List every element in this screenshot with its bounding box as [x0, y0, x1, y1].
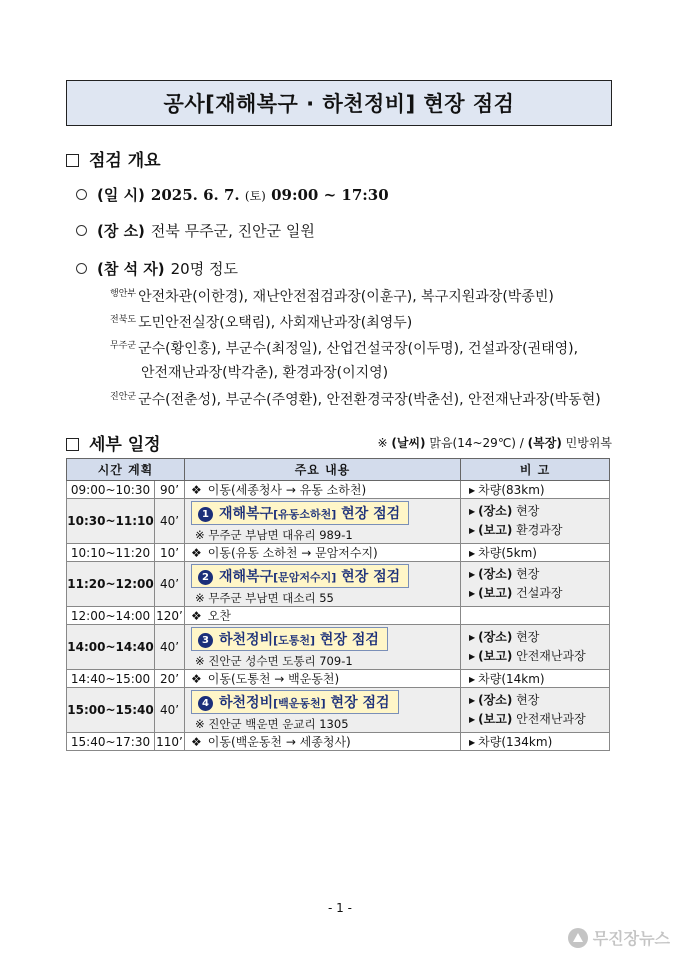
schedule-table: [66, 458, 610, 751]
circle-bullet-icon: [76, 263, 87, 274]
triangle-bullet-icon: ▶: [469, 486, 476, 495]
triangle-bullet-icon: ▶: [469, 675, 476, 684]
participant-jinan: $^{진안군}$ 군수(전춘성), 부군수(주영환), 안전환경국장(박춘선), 안전재난과장(박동현): [110, 392, 601, 408]
page-number: - 1 -: [328, 901, 352, 915]
diamond-bullet-icon: ❖: [191, 735, 202, 749]
table-row: 15:40~17:30 110’ ❖ 이동(백운동천 → 세종청사) ▶ 차량(134km): [67, 733, 610, 751]
triangle-bullet-icon: ▶: [469, 715, 476, 724]
checkbox-square-icon: [66, 438, 79, 451]
triangle-bullet-icon: ▶: [469, 738, 476, 747]
triangle-bullet-icon: ▶: [469, 633, 476, 642]
circle-bullet-icon: [76, 189, 87, 200]
table-row: 14:00~14:40 40’ 3 하천정비[도통천] 현장 점검 ※ 진안군 성수면 도통리 709-1 ▶ (장소) 현장 ▶ (보고) 안전재난과장: [67, 625, 610, 670]
table-row: 10:30~11:10 40’ 1 재해복구[유동소하천] 현장 점검 ※ 무주군 부남면 대유리 989-1 ▶ (장소) 현장 ▶ (보고) 환경과장: [67, 499, 610, 544]
triangle-bullet-icon: ▶: [469, 589, 476, 598]
site-inspection-badge: 2 재해복구[문암저수지] 현장 점검: [191, 564, 409, 588]
participant-muju-cont: 안전재난과장(박각춘), 환경과장(이지영): [141, 365, 389, 381]
participant-moleg: $^{행안부}$ 안전차관(이한경), 재난안전점검과장(이훈구), 복구지원과장(박종빈): [110, 289, 554, 305]
triangle-bullet-icon: ▶: [469, 570, 476, 579]
attendee-row: (참 석 자) 20명 정도: [76, 258, 238, 279]
checkbox-square-icon: [66, 154, 79, 167]
table-row: 12:00~14:00 120’ ❖ 오찬: [67, 607, 610, 625]
site-inspection-badge: 3 하천정비[도통천] 현장 점검: [191, 627, 388, 651]
header-note: 비 고: [461, 459, 610, 481]
place-row: (장 소) 전북 무주군, 진안군 일원: [76, 220, 315, 241]
page-title: 공사[재해복구 · 하천정비] 현장 점검: [66, 80, 612, 126]
triangle-bullet-icon: ▶: [469, 652, 476, 661]
news-logo-icon: [568, 928, 588, 948]
table-row: 10:10~11:20 10’ ❖ 이동(유동 소하천 → 문암저수지) ▶ 차량(5km): [67, 544, 610, 562]
circle-bullet-icon: [76, 225, 87, 236]
diamond-bullet-icon: ❖: [191, 609, 202, 623]
triangle-bullet-icon: ▶: [469, 507, 476, 516]
triangle-bullet-icon: ▶: [469, 526, 476, 535]
header-time: 시간 계획: [67, 459, 185, 481]
schedule-heading: 세부 일정: [66, 430, 161, 455]
weather-note: ※ (날씨) 맑음(14~29℃) / (복장) 민방위복: [377, 436, 612, 450]
site-inspection-badge: 4 하천정비[백운동천] 현장 점검: [191, 690, 399, 714]
watermark: 무진장뉴스: [568, 926, 670, 949]
diamond-bullet-icon: ❖: [191, 483, 202, 497]
table-row: 15:00~15:40 40’ 4 하천정비[백운동천] 현장 점검 ※ 진안군 백운면 운교리 1305 ▶ (장소) 현장 ▶ (보고) 안전재난과장: [67, 688, 610, 733]
triangle-bullet-icon: ▶: [469, 696, 476, 705]
overview-heading: 점검 개요: [66, 146, 161, 171]
site-inspection-badge: 1 재해복구[유동소하천] 현장 점검: [191, 501, 409, 525]
header-content: 주요 내용: [185, 459, 461, 481]
diamond-bullet-icon: ❖: [191, 546, 202, 560]
participant-muju: $^{무주군}$ 군수(황인홍), 부군수(최정일), 산업건설국장(이두명), 건설과장(권태영),: [110, 341, 579, 357]
participant-jeonbuk: $^{전북도}$ 도민안전실장(오택림), 사회재난과장(최영두): [110, 315, 413, 331]
date-row: (일 시) 2025. 6. 7. (토) 09:00 ~ 17:30: [76, 184, 389, 205]
table-row: 14:40~15:00 20’ ❖ 이동(도통천 → 백운동천) ▶ 차량(14km): [67, 670, 610, 688]
table-row: 11:20~12:00 40’ 2 재해복구[문암저수지] 현장 점검 ※ 무주군 부남면 대소리 55 ▶ (장소) 현장 ▶ (보고) 건설과장: [67, 562, 610, 607]
triangle-bullet-icon: ▶: [469, 549, 476, 558]
table-row: 09:00~10:30 90’ ❖ 이동(세종청사 → 유동 소하천) ▶ 차량(83km): [67, 481, 610, 499]
diamond-bullet-icon: ❖: [191, 672, 202, 686]
